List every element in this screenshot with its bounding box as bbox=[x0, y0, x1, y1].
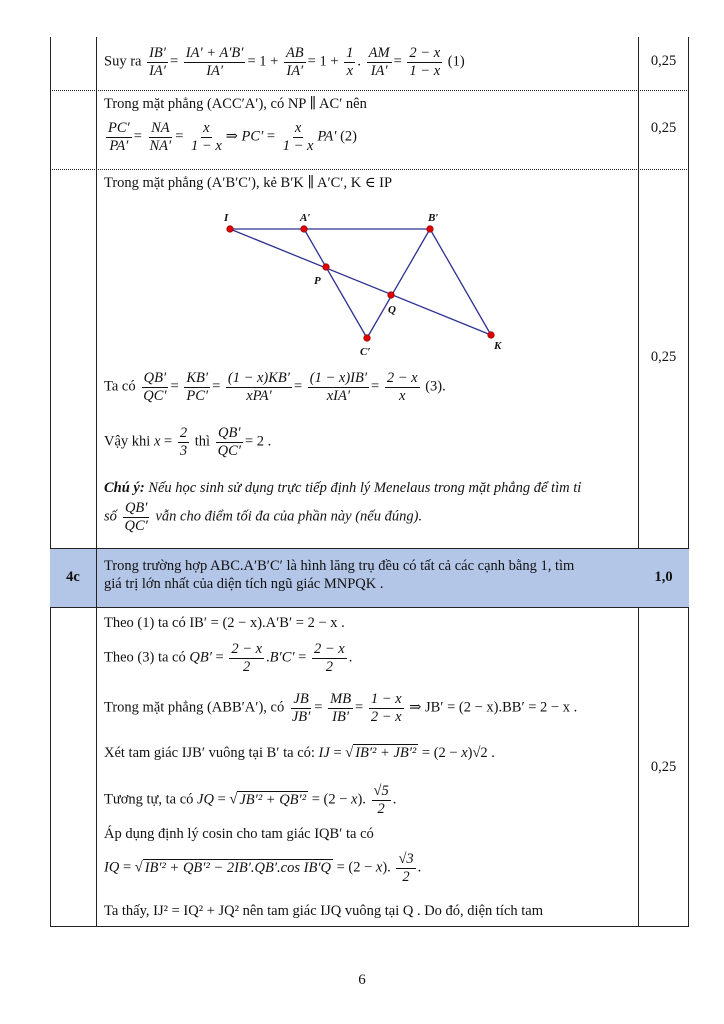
text-line: Ta thấy, IJ² = IQ² + JQ² nên tam giác IJQ vuông tại Q . Do đó, diện tích tam bbox=[104, 903, 543, 919]
equation-row-5c: Trong mặt phẳng (ABB′A′), có $\frac{JB}{JB'}$ = $\frac{MB}{IB'}$ = $\frac{1 - x}{2 - x}$ ⇒ JB′ = (2 − x).BB′ = 2 − x . bbox=[104, 691, 578, 725]
point-Q bbox=[388, 292, 395, 299]
answer-table bbox=[50, 37, 689, 927]
point-C-prime bbox=[364, 335, 371, 342]
note-line: Chú ý: Nếu học sinh sử dụng trực tiếp định lý Menelaus trong mặt phẳng để tìm tỉ bbox=[104, 480, 582, 496]
row-divider bbox=[50, 169, 689, 170]
score-cell: 0,25 bbox=[650, 759, 677, 775]
point-I bbox=[227, 226, 234, 233]
label-K: K bbox=[494, 340, 502, 352]
label-I: I bbox=[224, 212, 229, 224]
equation-row-3: Ta có $\frac{QB'}{QC'}$ = $\frac{KB'}{PC'}$ = $\frac{(1 - x)KB'}{\text{xPA′}}$ = $\frac{(1 - x)IB'}{\text{xIA′}}$ = $\frac{2 - x}{x}$ (3). bbox=[104, 370, 446, 404]
page-number: 6 bbox=[358, 972, 366, 988]
point-K bbox=[488, 332, 495, 339]
score-cell: 0,25 bbox=[650, 53, 677, 69]
text-line: Áp dụng định lý cosin cho tam giác IQB′ ta có bbox=[104, 826, 374, 842]
geometry-figure bbox=[220, 202, 520, 362]
score-cell: 1,0 bbox=[654, 569, 673, 585]
score-cell: 0,25 bbox=[650, 120, 677, 136]
label-B-prime: B′ bbox=[428, 212, 439, 224]
table-col-divider bbox=[96, 37, 97, 927]
label-A-prime: A′ bbox=[300, 212, 311, 224]
equation-row-5d: Xét tam giác IJB′ vuông tại B′ ta có: IJ = √ IB′² + JB′² = (2 − x)√2 . bbox=[104, 745, 495, 761]
label-P: P bbox=[314, 275, 321, 287]
point-A-prime bbox=[301, 226, 308, 233]
section-label: 4c bbox=[66, 569, 80, 585]
point-P bbox=[323, 264, 330, 271]
table-border-left bbox=[50, 37, 51, 927]
equation-row-1: Suy ra $\frac{IB'}{IA'}$ = $\frac{IA' + A'B'}{IA'}$ = 1 + $\frac{AB}{IA'}$ = 1 + $\frac{1}{x}$ . $\frac{AM}{IA'}$ = $\frac{2 - x}{1 - x}$ (1) bbox=[104, 45, 465, 79]
note-line-2: số $\frac{QB'}{QC'}$ vẫn cho điểm tối đa của phần này (nếu đúng). bbox=[104, 500, 423, 534]
row-divider bbox=[50, 607, 689, 608]
equation-row-2: $\frac{PC'}{PA'}$ = $\frac{NA}{NA'}$ = $\frac{x}{1 - x}$ ⇒ PC′ = $\frac{x}{1 - x}$ PA′ (2) bbox=[108, 120, 357, 154]
label-Q: Q bbox=[388, 304, 396, 316]
text-line: Trong mặt phẳng (ACC′A′), có NP ∥ AC′ nên bbox=[104, 96, 367, 112]
equation-row-5g: IQ = √ IB′² + QB′² − 2IB′.QB′.cos IB′Q = (2 − x). $\frac{√3}{2}$ . bbox=[104, 851, 422, 885]
table-border-right bbox=[688, 37, 689, 927]
equation-row-5e: Tương tự, ta có JQ = √ JB′² + QB′² = (2 − x). $\frac{√5}{2}$ . bbox=[104, 783, 397, 817]
row-divider bbox=[50, 90, 689, 91]
equation-row-5b: Theo (3) ta có QB′ = $\frac{2 - x}{2}$ .B′C′ = $\frac{2 - x}{2}$ . bbox=[104, 641, 353, 675]
text-line: Trong mặt phẳng (A′B′C′), kẻ B′K ∥ A′C′, K ∈ IP bbox=[104, 175, 393, 191]
point-B-prime bbox=[427, 226, 434, 233]
table-col-divider bbox=[638, 37, 639, 927]
equation-row-vay-khi: Vậy khi x = $\frac{2}{3}$ thì $\frac{QB'}{QC'}$ = 2 . bbox=[104, 425, 272, 459]
section-question: Trong trường hợp ABC.A′B′C′ là hình lăng trụ đều có tất cả các cạnh bằng 1, tìm giá trị lớn nhất của diện tích ngũ giác MNPQK . bbox=[104, 558, 575, 593]
table-border-bottom bbox=[50, 926, 689, 927]
label-C-prime: C′ bbox=[360, 346, 371, 358]
text-line: Theo (1) ta có IB′ = (2 − x).A′B′ = 2 − x . bbox=[104, 615, 345, 631]
score-cell: 0,25 bbox=[650, 349, 677, 365]
